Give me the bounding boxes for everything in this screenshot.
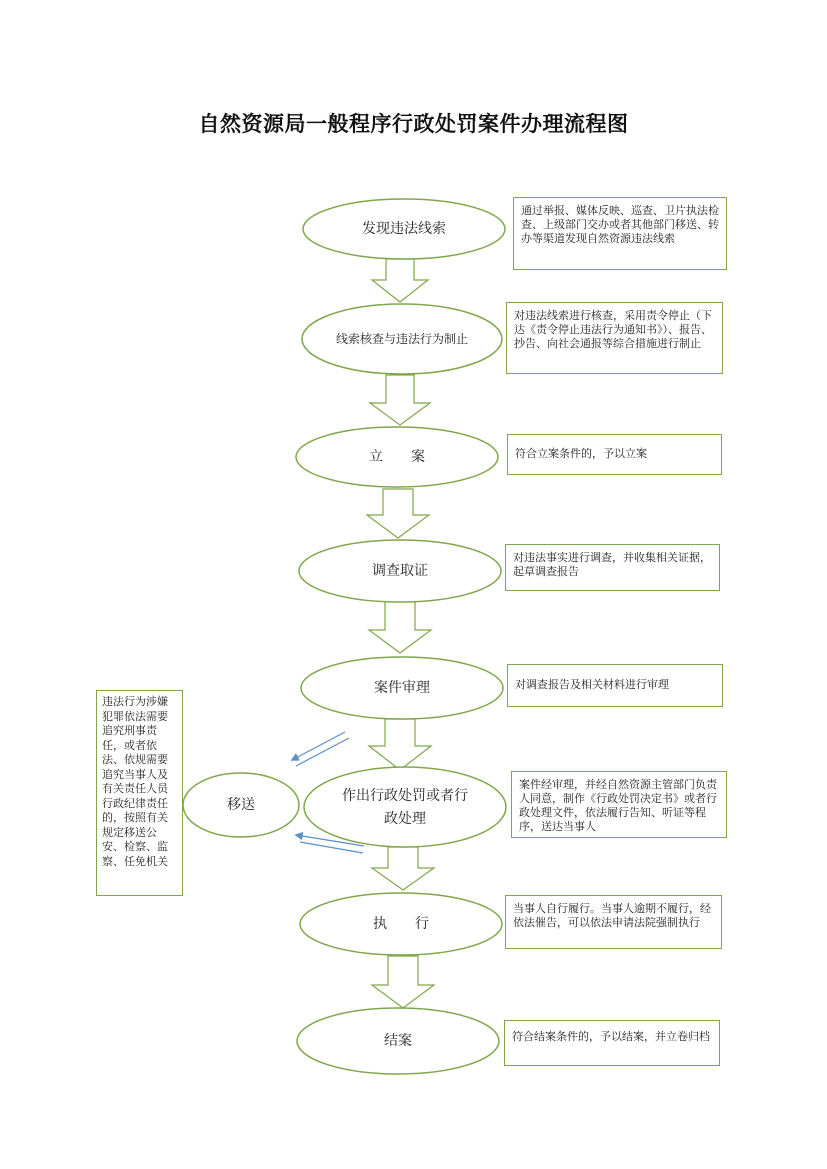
node-label-decision: 作出行政处罚或者行政处理	[342, 788, 468, 827]
node-label-investigate: 调查取证	[372, 563, 428, 579]
flow-arrow-7	[372, 956, 434, 1008]
node-label-discover-clue: 发现违法线索	[362, 221, 446, 237]
note-verify-stop: 对违法线索进行核查，采用责令停止（下达《责令停止违法行为通知书》）、报告、抄告、向社会通报等综合措施进行制止	[506, 302, 723, 374]
flow-arrow-2	[370, 375, 430, 425]
flow-arrow-4	[369, 601, 431, 653]
flow-arrow-3	[367, 489, 429, 538]
node-label-register-case: 立 案	[369, 449, 425, 465]
note-register-case: 符合立案条件的，予以立案	[507, 434, 722, 475]
transfer-arrow-upper	[292, 732, 349, 766]
node-label-transfer: 移送	[227, 797, 255, 813]
flow-arrow-1	[372, 259, 428, 302]
note-review: 对调查报告及相关材料进行审理	[507, 664, 723, 707]
flow-arrow-5	[369, 719, 431, 770]
node-label-execute: 执 行	[373, 916, 429, 932]
node-label-close-case: 结案	[384, 1033, 412, 1049]
note-investigate: 对违法事实进行调查，并收集相关证据，起草调查报告	[505, 544, 720, 591]
page-title: 自然资源局一般程序行政处罚案件办理流程图	[198, 111, 629, 136]
flow-arrow-6	[372, 847, 434, 890]
note-close-case: 符合结案条件的，予以结案，并立卷归档	[504, 1020, 720, 1066]
note-decision: 案件经审理，并经自然资源主管部门负责人同意，制作《行政处罚决定书》或者行政处理文件，依法履行告知、听证等程序，送达当事人	[511, 771, 727, 838]
note-transfer: 违法行为涉嫌犯罪依法需要追究刑事责任，或者依法、依规需要追究当事人及有关责任人员行政纪律责任的，按照有关规定移送公安、检察、监察、任免机关	[96, 690, 183, 896]
node-label-verify-stop: 线索核查与违法行为制止	[335, 332, 468, 346]
node-label-review: 案件审理	[374, 680, 430, 696]
note-execute: 当事人自行履行。当事人逾期不履行，经依法催告，可以依法申请法院强制执行	[505, 895, 722, 949]
note-discover-clue: 通过举报、媒体反映、巡查、卫片执法检查、上级部门交办或者其他部门移送、转办等渠道发现自然资源违法线索	[513, 197, 727, 270]
